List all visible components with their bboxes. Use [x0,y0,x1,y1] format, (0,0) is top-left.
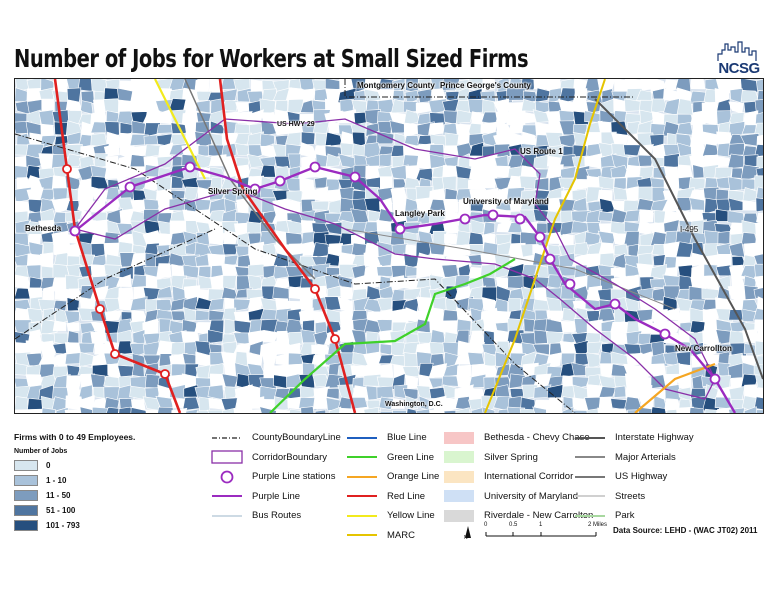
census-block [67,323,79,331]
census-block [105,310,123,321]
legend-col-roads [573,428,694,526]
census-block [312,345,330,354]
label-usroute1: US Route 1 [520,147,563,156]
census-block [728,143,744,155]
legend-purple-line [210,487,341,507]
line-swatch-icon [573,489,607,503]
census-block [156,407,174,413]
metro-station [311,285,319,293]
census-block [403,278,419,290]
census-block [598,211,613,221]
fill-swatch-icon [442,509,476,523]
census-block [312,201,329,210]
line-swatch-icon [345,509,379,523]
purple-line-station [546,255,555,264]
scale-tick-0: 0 [484,522,488,528]
census-block [484,222,495,235]
line-swatch-icon [345,431,379,445]
census-block [377,386,394,398]
legend-label: International Corridor [484,471,574,483]
census-block [157,124,174,133]
census-block [234,299,251,311]
legend-classes [14,458,135,533]
legend-class-row [14,518,135,533]
census-block [247,409,261,413]
legend-class-row [14,488,135,503]
line-swatch-icon [345,470,379,484]
legend-row [573,487,694,507]
census-block [106,111,118,122]
census-block [326,388,339,399]
legend-swatch [14,460,38,471]
purple-line-station [126,183,135,192]
census-block [276,166,290,177]
legend-row [442,428,593,448]
census-block [79,352,93,367]
census-block [677,99,693,116]
purple-line-station [611,300,620,309]
census-block [301,407,315,413]
legend-county-boundary [210,428,341,448]
north-label: N [464,535,468,541]
data-source: Data Source: LEHD - (WAC JT02) 2011 [613,526,758,535]
metro-station [161,370,169,378]
census-block [611,409,628,413]
legend-label: CorridorBoundary [252,451,327,463]
purple-line-station [516,215,525,224]
legend-row [573,467,694,487]
legend-class-row [14,458,135,473]
purple-line-station [489,211,498,220]
legend-class-label: 11 - 50 [46,491,71,500]
census-block [52,91,70,102]
census-block [482,176,496,188]
census-block [169,198,186,211]
census-block [481,122,498,133]
fill-swatch-icon [442,450,476,464]
purple-line-icon [210,489,244,503]
legend-row [345,526,439,546]
census-block [29,277,41,288]
census-block [93,387,105,398]
line-swatch-icon [345,450,379,464]
census-block [157,264,172,279]
census-block [508,276,525,289]
legend-class-row [14,473,135,488]
census-blocks [15,79,763,413]
scale-tick-1: 0.5 [509,522,518,528]
census-block [718,231,730,244]
legend-bus-routes [210,506,341,526]
census-block [248,264,265,276]
census-block [653,255,665,266]
legend-label: University of Maryland [484,490,578,502]
census-block [67,298,79,312]
census-block [55,287,69,300]
purple-box-icon [210,450,244,464]
census-block [379,330,392,345]
census-block [301,132,315,145]
census-block [430,308,444,322]
legend-row [573,448,694,468]
census-block [15,396,28,410]
census-block [653,144,665,158]
purple-line-station [351,173,360,182]
legend-row [345,467,439,487]
fill-swatch-icon [442,489,476,503]
map-title: Number of Jobs for Workers at Small Sized Firms [14,44,529,73]
fill-swatch-icon [442,470,476,484]
census-block [614,386,626,398]
purple-line-station [661,330,670,339]
census-block [67,264,81,276]
census-block [27,265,41,279]
label-montgomery: Montgomery County [357,81,435,90]
census-block [289,332,303,346]
label-silver-spring: Silver Spring [208,187,258,196]
firm-jobs-legend [14,432,135,533]
legend-corridor-boundary [210,448,341,468]
legend-label: Red Line [387,490,426,502]
legend-title: Firms with 0 to 49 Employees. [14,432,136,442]
census-block [313,398,327,409]
legend-swatch [14,505,38,516]
census-block [237,232,249,246]
legend-row [442,487,593,507]
legend-label: Purple Line [252,490,301,502]
map-canvas[interactable] [15,79,763,413]
legend-label: CountyBoundaryLine [252,432,341,444]
legend-class-label: 1 - 10 [46,476,67,485]
legend-purple-stations [210,467,341,487]
census-block [288,154,301,169]
purple-circle-icon [210,470,244,484]
census-block [377,267,394,277]
census-block [574,319,589,335]
census-block [756,410,763,413]
legend-label: US Highway [615,471,668,483]
legend-label: Silver Spring [484,451,538,463]
legend-swatch [14,490,38,501]
census-block [406,408,417,413]
logo-text: NCSG [718,60,760,77]
census-block [195,79,209,92]
label-i495: I-495 [680,225,699,234]
legend-label: Bethesda - Chevy Chase [484,432,590,444]
thin-line-icon [210,509,244,523]
census-block [417,89,431,103]
line-swatch-icon [573,450,607,464]
census-block [534,330,548,344]
scale-tick-2: 1 [539,522,543,528]
census-block [79,343,95,353]
census-block [208,233,225,244]
census-block [248,242,264,257]
legend-col-corridors [442,428,593,526]
purple-line-station [461,215,470,224]
legend-label: Interstate Highway [615,432,694,444]
census-block [393,410,407,413]
census-block [624,145,641,156]
census-block [729,102,744,113]
census-block [429,123,444,135]
census-block [755,341,763,356]
purple-line-station [566,280,575,289]
label-us29: US HWY 29 [277,121,315,128]
census-block [691,79,705,89]
census-block [704,231,720,245]
legend-label: Purple Line stations [252,471,336,483]
fill-swatch-icon [442,431,476,445]
scale-tick-3: 2 Miles [588,522,608,528]
census-block [416,319,432,333]
legend-row [345,506,439,526]
label-umd: University of Maryland [463,197,549,206]
metro-station [111,350,119,358]
legend-col-metro [345,428,439,545]
census-block [638,220,652,235]
legend-col-boundaries [210,428,341,526]
purple-line-station [311,163,320,172]
label-bethesda: Bethesda [25,224,62,233]
purple-line-station [71,227,80,236]
legend-class-label: 0 [46,461,51,470]
census-block [80,101,93,115]
census-block [664,99,680,116]
census-block [445,188,457,199]
census-block [430,275,444,291]
legend-row [573,428,694,448]
legend-class-label: 101 - 793 [46,521,80,530]
skyline-icon [716,40,762,62]
census-block [43,286,54,301]
label-washington: Washington, D.C. [385,401,443,408]
legend-subtitle: Number of Jobs [14,448,68,455]
scale-bar [462,522,612,542]
census-block [756,79,763,92]
legend-label: Blue Line [387,432,427,444]
line-swatch-icon [573,470,607,484]
label-langley-park: Langley Park [395,209,445,218]
legend-label: Orange Line [387,471,440,483]
census-block [587,320,603,335]
census-block [756,213,763,223]
legend-label: Streets [615,490,646,502]
map-frame[interactable] [14,78,764,414]
legend-row [345,448,439,468]
purple-line-station [276,177,285,186]
metro-station [331,335,339,343]
legend-label: Bus Routes [252,510,302,522]
census-block [365,198,382,213]
census-block [756,198,763,212]
legend-label: Green Line [387,451,435,463]
metro-station [96,305,104,313]
census-block [65,409,83,413]
census-block [664,154,680,169]
census-block [132,121,146,134]
legend-row [345,487,439,507]
census-block [66,100,83,111]
line-swatch-icon [573,509,607,523]
label-new-carrollton: New Carrollton [675,344,732,353]
census-block [757,297,763,310]
census-block [614,244,628,255]
census-block [640,210,654,223]
census-block [586,353,601,369]
census-block [587,342,602,354]
census-block [535,178,549,191]
legend-label: Yellow Line [387,510,435,522]
legend-label: Major Arterials [615,451,676,463]
dashdot-line-icon [210,431,244,445]
census-block [53,321,66,331]
census-block [15,363,28,375]
legend-row [442,448,593,468]
legend-class-label: 51 - 100 [46,506,76,515]
legend-class-row [14,503,135,518]
legend-label: MARC [387,529,415,541]
line-swatch-icon [345,528,379,542]
legend-row [345,428,439,448]
legend-swatch [14,475,38,486]
legend-row [442,467,593,487]
census-block [444,234,457,244]
census-block [732,168,743,178]
label-princegeorges: Prince George's County [440,81,531,90]
line-swatch-icon [345,489,379,503]
legend-label: Riverdale - New Carrolton [484,510,594,522]
purple-line-station [396,225,405,234]
line-swatch-icon [573,431,607,445]
legend-label: Park [615,510,635,522]
metro-station [63,165,71,173]
census-block [442,176,456,190]
census-block [39,110,54,126]
legend-swatch [14,520,38,531]
purple-line-station [536,233,545,242]
ncsg-logo [716,40,762,78]
census-block [677,122,693,135]
census-block [143,355,161,365]
purple-line-station [186,163,195,172]
census-block [288,353,302,365]
census-block [716,265,731,276]
purple-line-station [711,375,720,384]
census-block [379,154,391,167]
